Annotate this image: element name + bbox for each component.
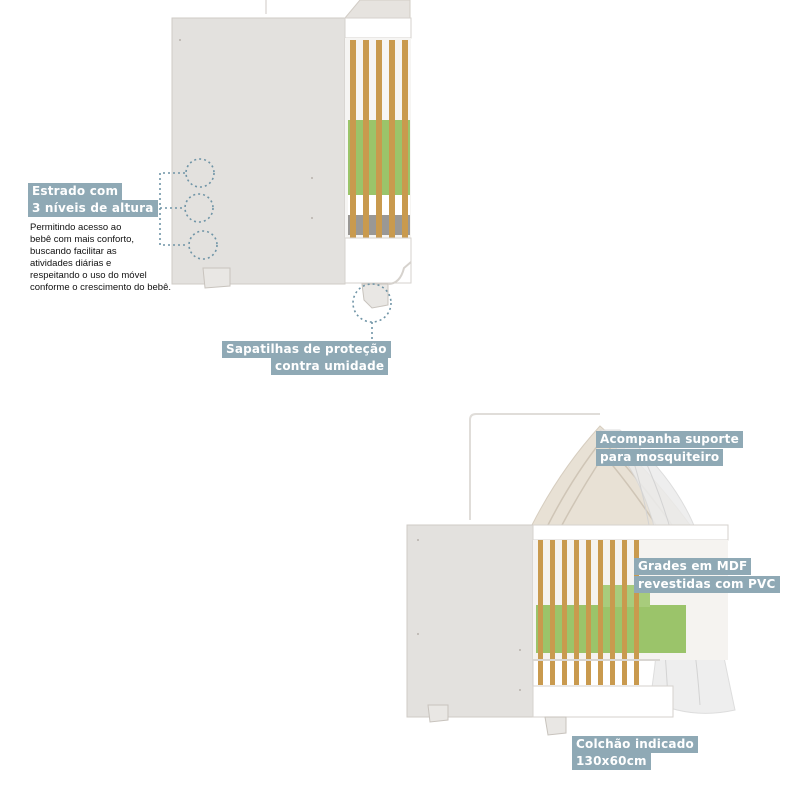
bottom-crib-foot-right [545, 717, 566, 735]
colchao-label-line1: Colchão indicado [572, 736, 698, 753]
estrado-label-line1: Estrado com [28, 183, 122, 200]
bottom-crib-slats [538, 540, 639, 685]
estrado-description-line: respeitando o uso do móvel [30, 270, 147, 281]
bottom-crib-side-panel [407, 525, 533, 717]
grades-label-line2: revestidas com PVC [634, 576, 780, 593]
sapatilhas-label-line2: contra umidade [271, 358, 388, 375]
colchao-label-line2: 130x60cm [572, 753, 651, 770]
estrado-description [30, 222, 190, 294]
top-crib-foot-left [203, 268, 230, 288]
suporte-label-line1: Acompanha suporte [596, 431, 743, 448]
estrado-description-line: Permitindo acesso ao [30, 222, 122, 233]
grades-label-line1: Grades em MDF [634, 558, 751, 575]
estrado-description-line: conforme o crescimento do bebê. [30, 282, 171, 293]
estrado-label-line2: 3 níveis de altura [28, 200, 158, 217]
estrado-description-line: bebê com mais conforto, [30, 234, 135, 245]
estrado-description-line: atividades diárias e [30, 258, 112, 269]
top-crib-side-panel [172, 18, 345, 284]
sapatilhas-label-line1: Sapatilhas de proteção [222, 341, 391, 358]
estrado-description-line: buscando facilitar as [30, 246, 117, 257]
suporte-label-line2: para mosquiteiro [596, 449, 723, 466]
bottom-crib-foot-left [428, 705, 448, 722]
